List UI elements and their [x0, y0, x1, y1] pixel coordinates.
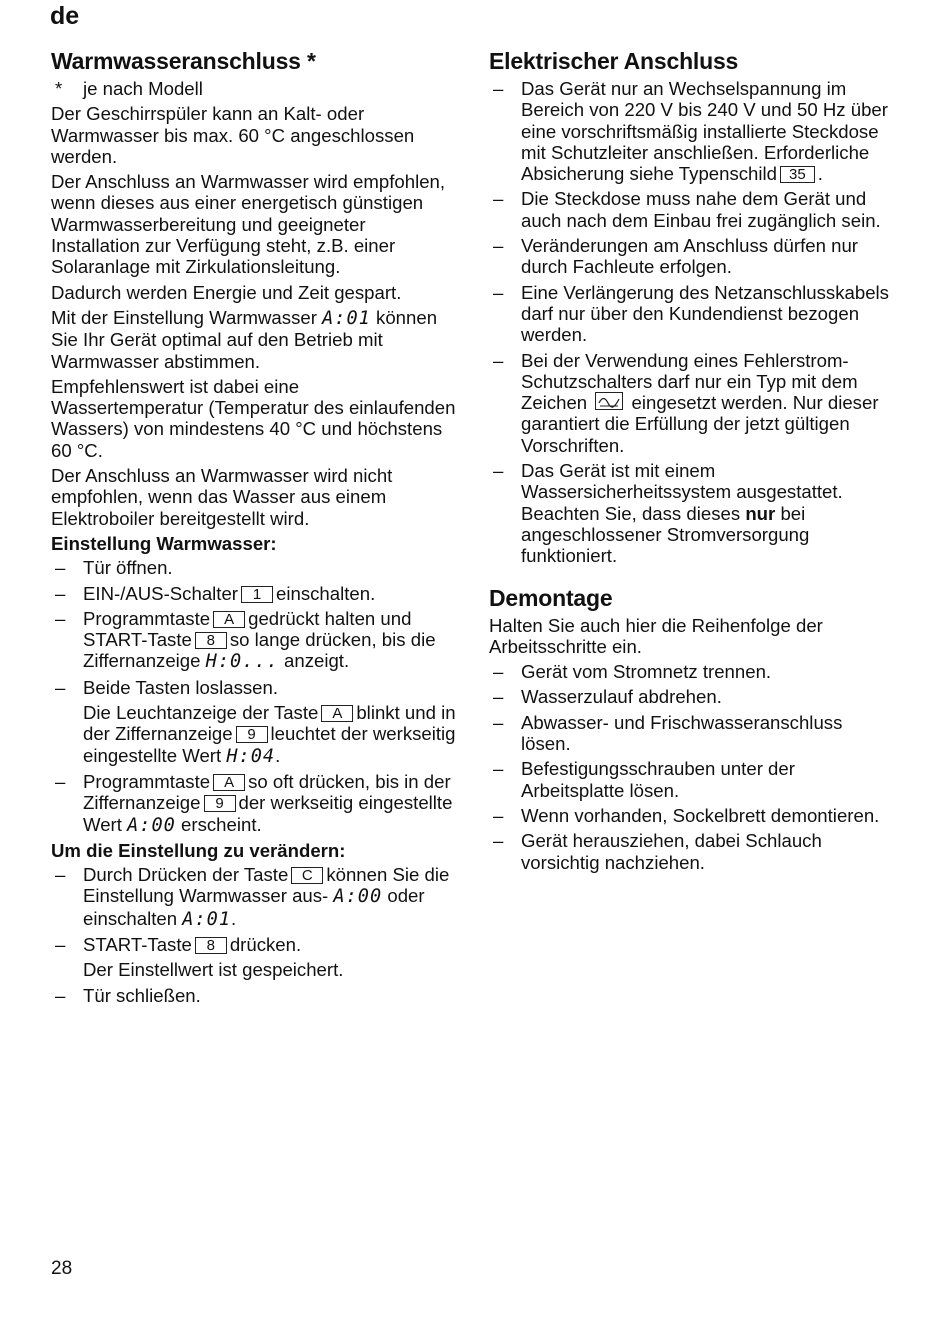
text: blinkt und in der Ziffernanzeige [83, 702, 456, 745]
text: so lange drücken, bis die Ziffernanzeige [83, 629, 436, 672]
segment-display-value: A:00 [127, 814, 176, 836]
list-item [489, 282, 894, 346]
segment-display-value: A:01 [182, 908, 232, 930]
section-title-electrical: Elektrischer Anschluss [489, 48, 739, 74]
list-item [489, 686, 894, 707]
right-column [489, 48, 894, 877]
text: können Sie die Einstellung Warmwasser aus- [83, 864, 450, 907]
footnote-text: je nach Modell [83, 78, 203, 99]
text: Das Gerät ist mit einem Wassersicherheitssystem ausgestattet. Beachten Sie, dass dieses [521, 460, 843, 524]
paragraph: Dadurch werden Energie und Zeit gespart. [51, 281, 402, 303]
segment-display-value: H:04 [226, 745, 276, 767]
left-column [51, 48, 456, 1010]
paragraph: Der Geschirrspüler kann an Kalt- oder Warmwasser bis max. 60 °C angeschlossen werden. [51, 103, 415, 167]
text: Das Gerät nur an Wechselspannung im Bereich von 220 V bis 240 V und 50 Hz über eine vorschriftsmäßig installierte Steckdose mit Schutzleiter anschließen. Erforderliche Absicherung siehe Typenschild [521, 78, 888, 185]
steps-list [51, 557, 456, 836]
emphasis: nur [745, 502, 776, 524]
text: Abwasser- und Frischwasseranschluss lösen. [521, 711, 843, 755]
footnote [51, 78, 456, 99]
list-item [489, 460, 894, 566]
key-box: 8 [195, 632, 227, 649]
list-continuation [51, 702, 456, 767]
segment-display-value: H:0... [205, 651, 279, 673]
dash: – [493, 711, 504, 733]
dash: – [493, 804, 504, 826]
key-box: A [321, 705, 353, 722]
text: eingesetzt werden. Nur dieser garantiert die Erfüllung der jetzt gültigen Vorschriften. [521, 392, 879, 456]
page-number: 28 [51, 1258, 73, 1279]
list-item [51, 864, 456, 930]
text: Programmtaste [83, 607, 211, 629]
text: . [275, 744, 281, 766]
text: Die Steckdose muss nahe dem Gerät und auch nach dem Einbau frei zugänglich sein. [521, 188, 881, 231]
text: Die Leuchtanzeige der Taste [83, 702, 319, 724]
paragraph: Empfehlenswert ist dabei eine Wassertemperatur (Temperatur des einlaufenden Wassers) von mindestens 40 °C und höchstens 60 °C. [51, 375, 456, 461]
text: Eine Verlängerung des Netzanschlusskabels darf nur über den Kundendienst bezogen werden. [521, 281, 889, 346]
list-item [51, 677, 456, 698]
electrical-list [489, 78, 894, 567]
list-item [489, 188, 894, 231]
dash: – [493, 661, 504, 683]
text: so oft drücken, bis in der Ziffernanzeige [83, 770, 451, 814]
list-item [51, 934, 456, 955]
list-item [489, 805, 894, 826]
list-item [489, 712, 894, 755]
text: Beide Tasten loslassen. [83, 676, 279, 698]
dash: – [493, 235, 504, 257]
text: Gerät vom Stromnetz trennen. [521, 661, 772, 683]
dash: – [55, 984, 66, 1006]
text: oder einschalten [83, 885, 425, 929]
dash: – [493, 758, 504, 780]
steps-list [51, 864, 456, 1006]
text: bei angeschlossener Stromversorgung funktioniert. [521, 502, 810, 567]
key-box: 8 [195, 937, 227, 954]
text: anzeigt. [284, 650, 350, 672]
key-box: C [291, 867, 323, 884]
dash: – [55, 770, 66, 792]
text: Tür öffnen. [83, 557, 173, 579]
list-continuation: Der Einstellwert ist gespeichert. [83, 959, 344, 981]
paragraph: Der Anschluss an Warmwasser wird empfohlen, wenn dieses aus einer energetisch günstigen Warmwasserbereitung und geeigneter Installation zur Verfügung steht, z.B. einer Solaranlage mit Zirkulationsleitung. [51, 171, 446, 278]
language-tag: de [50, 2, 80, 30]
dash: – [493, 281, 504, 303]
subheading-change-setting: Um die Einstellung zu verändern: [51, 839, 346, 861]
key-box: 9 [204, 795, 236, 812]
list-item [489, 235, 894, 278]
dismantling-list [489, 661, 894, 873]
key-box: A [213, 611, 245, 628]
dash: – [55, 933, 66, 955]
list-item [51, 608, 456, 673]
key-box: 9 [236, 726, 268, 743]
list-item [51, 583, 456, 604]
text: können Sie Ihr Gerät optimal auf den Betrieb mit Warmwasser abstimmen. [51, 306, 438, 372]
key-box: 35 [780, 166, 815, 183]
text: Programmtaste [83, 770, 211, 792]
rcd-symbol-icon [595, 392, 623, 410]
text: . [817, 163, 823, 185]
dash: – [493, 460, 504, 482]
text: Tür schließen. [83, 984, 201, 1006]
text: Wenn vorhanden, Sockelbrett demontieren. [521, 804, 880, 826]
dash: – [55, 676, 66, 698]
text: Gerät herausziehen, dabei Schlauch vorsichtig nachziehen. [521, 830, 822, 873]
list-item [51, 771, 456, 836]
text: Wasserzulauf abdrehen. [521, 686, 722, 708]
paragraph: Der Anschluss an Warmwasser wird nicht empfohlen, wenn das Wasser aus einem Elektroboiler bereitgestellt wird. [51, 465, 393, 529]
list-item [51, 985, 456, 1006]
text: einschalten. [276, 582, 376, 604]
list-item [489, 78, 894, 184]
dash: – [493, 188, 504, 210]
dash: – [493, 686, 504, 708]
segment-display-value: A:00 [333, 886, 383, 908]
text: . [231, 907, 237, 929]
dash: – [55, 607, 66, 629]
text: Mit der Einstellung Warmwasser [51, 306, 317, 328]
text: gedrückt halten und START-Taste [83, 607, 412, 651]
list-item [489, 758, 894, 801]
list-item [489, 830, 894, 873]
list-item [489, 350, 894, 456]
text: Veränderungen am Anschluss dürfen nur durch Fachleute erfolgen. [521, 235, 858, 278]
text: Befestigungsschrauben unter der Arbeitsplatte lösen. [521, 758, 795, 801]
dash: – [55, 864, 66, 886]
footnote-star: * [55, 78, 63, 99]
text: START-Taste [83, 933, 192, 955]
subheading-setting: Einstellung Warmwasser: [51, 532, 277, 554]
text: der werkseitig eingestellte Wert [83, 792, 453, 835]
dash: – [493, 349, 504, 371]
dash: – [55, 557, 66, 579]
text: leuchtet der werkseitig eingestellte Wert [83, 723, 456, 766]
footnote-list [51, 78, 456, 99]
paragraph [51, 307, 456, 372]
list-item [489, 661, 894, 682]
section-title-dismantling: Demontage [489, 584, 613, 611]
segment-display-value: A:01 [322, 307, 371, 329]
key-box: A [213, 774, 245, 791]
text: erscheint. [181, 813, 262, 835]
dash: – [493, 830, 504, 852]
list-item [51, 557, 456, 578]
section-title-hot-water: Warmwasseranschluss * [51, 48, 316, 74]
text: Bei der Verwendung eines Fehlerstrom-Schutzschalters darf nur ein Typ mit dem Zeichen [521, 349, 858, 414]
text: drücken. [229, 933, 302, 955]
text: EIN-/AUS-Schalter [83, 582, 238, 604]
dash: – [493, 78, 504, 99]
dash: – [55, 582, 66, 604]
paragraph: Halten Sie auch hier die Reihenfolge der Arbeitsschritte ein. [489, 614, 823, 657]
key-box: 1 [241, 586, 273, 603]
text: Durch Drücken der Taste [83, 864, 289, 886]
